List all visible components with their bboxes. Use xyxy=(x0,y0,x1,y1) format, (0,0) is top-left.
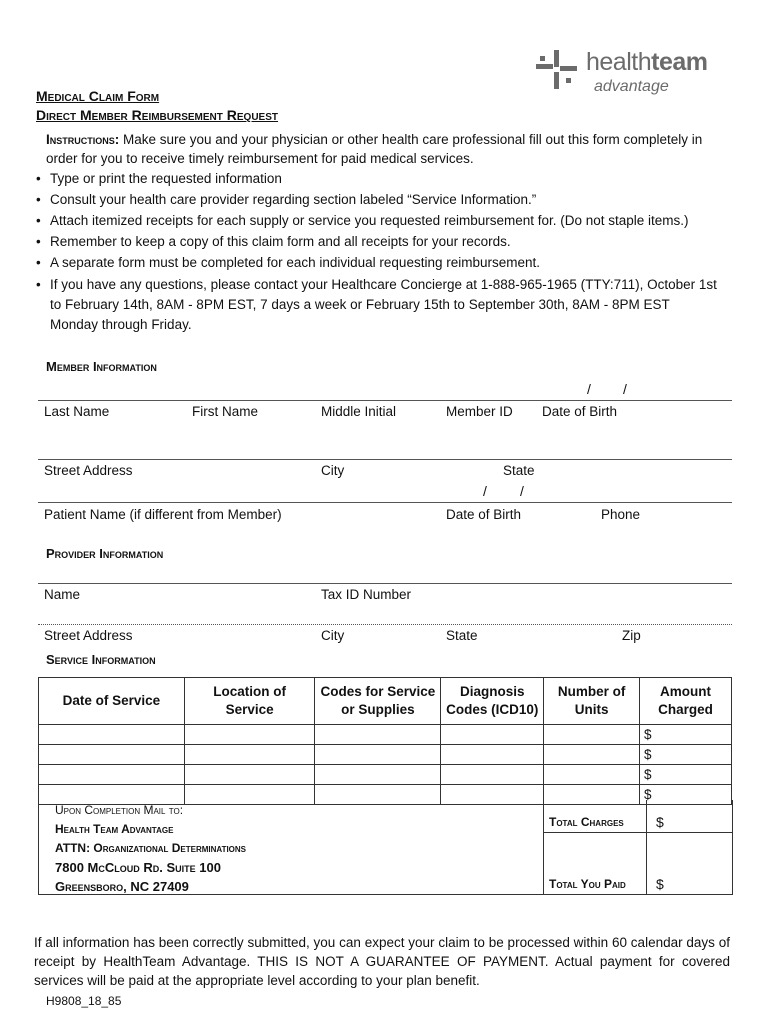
cell-input[interactable] xyxy=(441,725,544,745)
service-header-row xyxy=(39,678,732,725)
member-heading: Member Information xyxy=(46,359,157,374)
dob-slash: / xyxy=(623,381,627,397)
form-subtitle: Direct Member Reimbursement Request xyxy=(36,107,279,123)
mail-line-1: Upon Completion Mail to: xyxy=(55,803,184,817)
col-amount: Amount Charged xyxy=(640,678,732,725)
phone-label: Phone xyxy=(601,507,641,522)
bullet-item: • Consult your health care provider regarding section labeled “Service Information.” xyxy=(36,192,537,207)
instructions-label: Instructions: xyxy=(46,132,120,147)
total-charges-dollar[interactable]: $ xyxy=(656,814,664,830)
cell-input[interactable] xyxy=(441,745,544,765)
amount-cell[interactable] xyxy=(640,725,732,745)
cell-input[interactable] xyxy=(544,745,640,765)
member-row3-line[interactable] xyxy=(38,502,732,503)
table-row xyxy=(39,725,732,745)
mailing-address xyxy=(55,801,246,896)
provider-street-label: Street Address xyxy=(44,628,133,643)
provider-city-label: City xyxy=(321,628,345,643)
bullet-item: • Remember to keep a copy of this claim form and all receipts for your records. xyxy=(36,234,511,249)
footer-note: If all information has been correctly submitted, you can expect your claim to be processed within 60 calendar days of receipt by HealthTeam Advantage. THIS IS NOT A GUARANTEE OF PAYMENT. Actual payment for covered services will be paid at the appropriate level according to your plan benefit. xyxy=(34,935,730,988)
table-row xyxy=(39,745,732,765)
col-units: Number of Units xyxy=(544,678,640,725)
cell-input[interactable] xyxy=(184,745,315,765)
total-paid-dollar[interactable]: $ xyxy=(656,876,664,892)
member-row2-line[interactable] xyxy=(38,459,732,460)
amount-cell[interactable] xyxy=(640,765,732,785)
total-paid-label: Total You Paid xyxy=(549,877,626,891)
cell-input[interactable] xyxy=(184,765,315,785)
first-name-label: First Name xyxy=(192,404,259,419)
last-name-label: Last Name xyxy=(44,404,110,419)
cell-input[interactable] xyxy=(184,725,315,745)
provider-row2-line[interactable] xyxy=(38,624,732,625)
middle-initial-label: Middle Initial xyxy=(321,404,397,419)
company-logo xyxy=(536,46,736,102)
dob-label: Date of Birth xyxy=(542,404,618,419)
provider-name-label: Name xyxy=(44,587,81,602)
mail-line-3: ATTN: Organizational Determinations xyxy=(55,841,247,855)
instructions-block xyxy=(46,130,718,168)
logo-sub: advantage xyxy=(594,78,669,95)
provider-state-label: State xyxy=(446,628,478,643)
provider-zip-label: Zip xyxy=(622,628,641,643)
cell-input[interactable] xyxy=(39,765,185,785)
dollar-sign: $ xyxy=(644,747,652,762)
tax-id-label: Tax ID Number xyxy=(321,587,412,602)
totals-divider xyxy=(543,832,732,833)
dollar-sign: $ xyxy=(644,727,652,742)
city-label: City xyxy=(321,463,345,478)
col-date-of-service: Date of Service xyxy=(39,678,185,725)
mail-line-5: Greensboro, NC 27409 xyxy=(55,879,189,894)
cell-input[interactable] xyxy=(39,725,185,745)
logo-brand-team: team xyxy=(651,48,708,76)
patient-name-label: Patient Name (if different from Member) xyxy=(44,507,282,522)
col-codes: Codes for Service or Supplies xyxy=(315,678,441,725)
logo-brand-health: health xyxy=(586,48,652,76)
dollar-sign: $ xyxy=(644,787,652,802)
service-heading: Service Information xyxy=(46,652,156,667)
cell-input[interactable] xyxy=(39,745,185,765)
cell-input[interactable] xyxy=(315,765,441,785)
total-charges-label: Total Charges xyxy=(549,815,624,829)
street-label: Street Address xyxy=(44,463,133,478)
logo-mark-icon xyxy=(536,50,580,92)
form-title: Medical Claim Form xyxy=(36,88,160,104)
patient-dob-slash: / xyxy=(483,483,487,499)
instructions-text: Make sure you and your physician or other health care professional fill out this form completely in order for you to receive timely reimbursement for paid medical services. xyxy=(46,132,703,166)
dollar-sign: $ xyxy=(644,767,652,782)
patient-dob-label: Date of Birth xyxy=(446,507,522,522)
provider-row1-line[interactable] xyxy=(38,583,732,584)
bullet-item: • A separate form must be completed for each individual requesting reimbursement. xyxy=(36,255,541,270)
cell-input[interactable] xyxy=(544,765,640,785)
form-code: H9808_18_85 xyxy=(46,994,122,1008)
col-location: Location of Service xyxy=(184,678,315,725)
col-diagnosis: Diagnosis Codes (ICD10) xyxy=(441,678,544,725)
bullet-item: • If you have any questions, please contact your Healthcare Concierge at 1-888-965-1965 (TTY:711), October 1st to February 14th, 8AM - 8PM EST, 7 days a week or February 15th to September 30th, 8AM - 8PM EST Monday through Friday. xyxy=(36,277,717,332)
member-row1-line[interactable] xyxy=(38,400,732,401)
cell-input[interactable] xyxy=(315,745,441,765)
member-id-label: Member ID xyxy=(446,404,513,419)
mail-line-2: Health Team Advantage xyxy=(55,822,174,836)
cell-input[interactable] xyxy=(441,765,544,785)
bullet-item: • Attach itemized receipts for each supply or service you requested reimbursement for. (Do not staple items.) xyxy=(36,213,689,228)
provider-heading: Provider Information xyxy=(46,546,164,561)
mail-line-4: 7800 McCloud Rd. Suite 100 xyxy=(55,860,221,875)
bullet-item: • Type or print the requested information xyxy=(36,171,282,186)
patient-dob-slash: / xyxy=(520,483,524,499)
service-table xyxy=(38,677,732,805)
cell-input[interactable] xyxy=(544,725,640,745)
state-label: State xyxy=(503,463,535,478)
table-row xyxy=(39,765,732,785)
instructions-intro xyxy=(46,130,718,168)
dob-slash: / xyxy=(587,381,591,397)
amount-cell[interactable] xyxy=(640,745,732,765)
cell-input[interactable] xyxy=(315,725,441,745)
instructions-list xyxy=(36,170,720,335)
